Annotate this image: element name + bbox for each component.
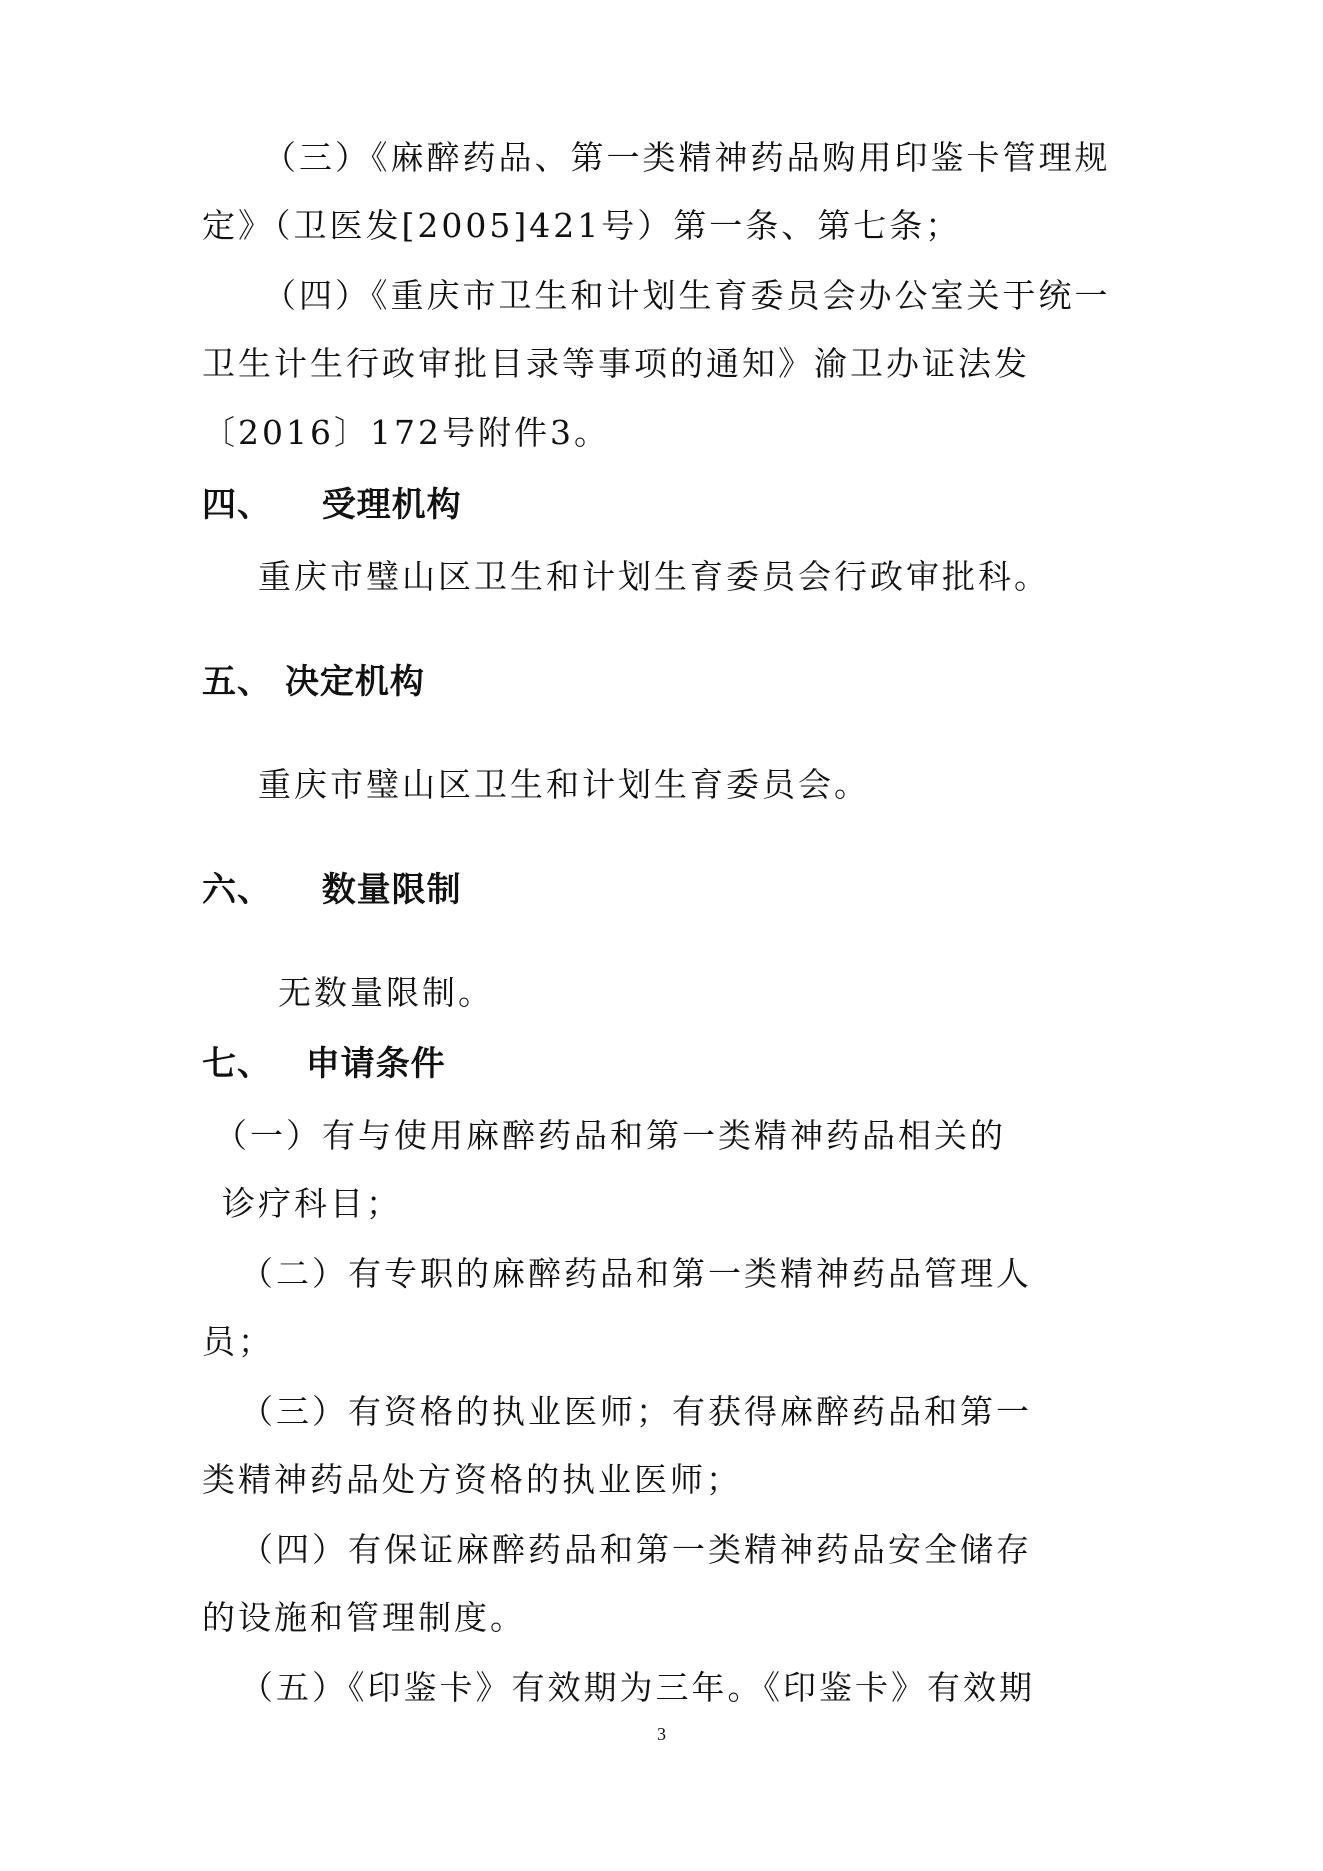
section-heading-4 — [202, 485, 462, 525]
section-title: 数量限制 — [321, 870, 462, 910]
section-title: 申请条件 — [305, 1044, 446, 1084]
section-number: 五、 — [202, 662, 272, 702]
condition-line: （四）有保证麻醉药品和第一类精神药品安全储存 — [240, 1530, 1032, 1569]
condition-line: （二）有专职的麻醉药品和第一类精神药品管理人 — [240, 1254, 1032, 1293]
section-title: 决定机构 — [284, 662, 425, 702]
page-number: 3 — [657, 1724, 666, 1744]
condition-line: 类精神药品处方资格的执业医师； — [202, 1460, 742, 1499]
section-heading-7 — [202, 1044, 446, 1084]
condition-line: 员； — [202, 1322, 274, 1361]
paragraph-line: （四）《重庆市卫生和计划生育委员会办公室关于统一 — [263, 276, 1111, 315]
condition-line: （一）有与使用麻醉药品和第一类精神药品相关的 — [214, 1116, 1006, 1155]
section-body: 重庆市璧山区卫生和计划生育委员会。 — [258, 765, 870, 804]
condition-line: 诊疗科目； — [222, 1184, 402, 1223]
section-number: 七、 — [202, 1044, 272, 1084]
condition-line: 的设施和管理制度。 — [202, 1598, 526, 1637]
section-body: 重庆市璧山区卫生和计划生育委员会行政审批科。 — [258, 557, 1050, 596]
section-number: 六、 — [202, 870, 272, 910]
section-body: 无数量限制。 — [278, 973, 494, 1012]
section-number: 四、 — [202, 485, 272, 525]
section-title: 受理机构 — [321, 485, 462, 525]
paragraph-line: 定》（卫医发[2005]421号）第一条、第七条； — [202, 206, 962, 245]
paragraph-line: （三）《麻醉药品、第一类精神药品购用印鉴卡管理规 — [263, 138, 1111, 177]
section-heading-5 — [202, 662, 425, 702]
condition-line: （五）《印鉴卡》有效期为三年。《印鉴卡》有效期 — [240, 1668, 1035, 1707]
condition-line: （三）有资格的执业医师；有获得麻醉药品和第一 — [240, 1392, 1032, 1431]
paragraph-line: 〔2016〕172号附件3。 — [202, 413, 610, 452]
paragraph-line: 卫生计生行政审批目录等事项的通知》渝卫办证法发 — [202, 344, 1030, 383]
section-heading-6 — [202, 870, 462, 910]
